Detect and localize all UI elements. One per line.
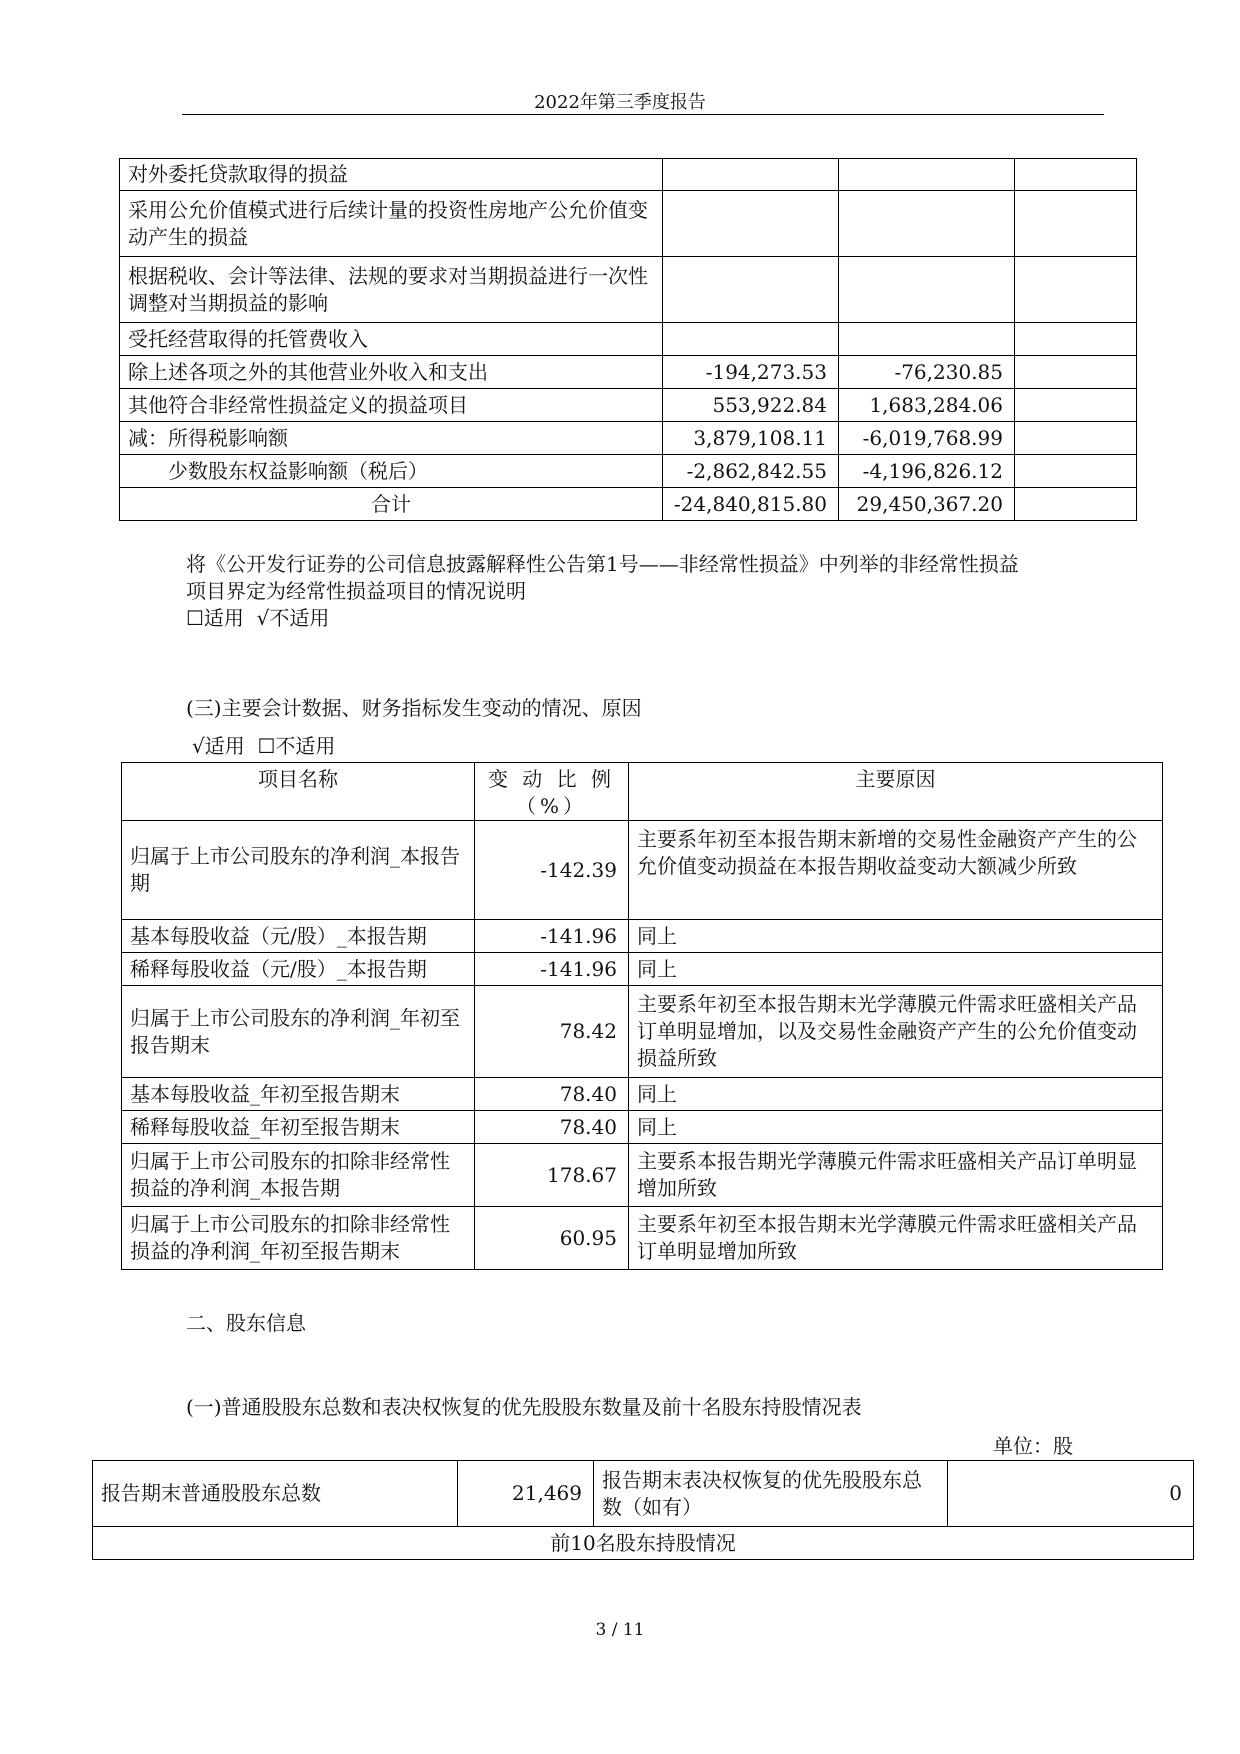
note-cell [1015, 389, 1137, 422]
page-number: 3 / 11 [595, 1620, 645, 1640]
item-name: 少数股东权益影响额（税后） [120, 455, 663, 488]
item-name: 合计 [120, 488, 663, 521]
reclassification-note-line1: 将《公开发行证券的公司信息披露解释性公告第1号——非经常性损益》中列举的非经常性损益 [186, 552, 1019, 576]
note-cell [1015, 455, 1137, 488]
table-row [122, 1144, 1163, 1207]
table-row [120, 191, 1137, 257]
total-common-shareholders-label: 报告期末普通股股东总数 [93, 1461, 458, 1527]
total-common-shareholders-value: 21,469 [458, 1461, 594, 1527]
table-row-total [120, 488, 1137, 521]
item-name: 基本每股收益（元/股）_本报告期 [122, 920, 475, 953]
table-row [122, 986, 1163, 1078]
unit-label: 单位：股 [993, 1434, 1073, 1458]
ytd-value: -6,019,768.99 [839, 422, 1015, 455]
change-ratio: 178.67 [475, 1144, 629, 1207]
table-row [122, 953, 1163, 986]
section-3-title: (三)主要会计数据、财务指标发生变动的情况、原因 [186, 696, 642, 720]
current-period-value [663, 257, 839, 323]
item-name: 基本每股收益_年初至报告期末 [122, 1078, 475, 1111]
ytd-value [839, 257, 1015, 323]
note-cell [1015, 257, 1137, 323]
item-name: 减：所得税影响额 [120, 422, 663, 455]
table-row [122, 920, 1163, 953]
table-row [122, 1111, 1163, 1144]
table-row [122, 1207, 1163, 1270]
table-row [93, 1461, 1194, 1527]
table-row [120, 257, 1137, 323]
current-period-value: -194,273.53 [663, 356, 839, 389]
table-row [122, 1078, 1163, 1111]
item-name: 归属于上市公司股东的扣除非经常性损益的净利润_本报告期 [122, 1144, 475, 1207]
current-period-value: 3,879,108.11 [663, 422, 839, 455]
note-cell [1015, 488, 1137, 521]
table-header-row [122, 763, 1163, 821]
preferred-shareholders-value: 0 [948, 1461, 1194, 1527]
change-ratio: -141.96 [475, 953, 629, 986]
header-main-reason: 主要原因 [629, 763, 1163, 821]
table-row [122, 821, 1163, 920]
table-row [120, 159, 1137, 191]
section-2-1-title: (一)普通股股东总数和表决权恢复的优先股股东数量及前十名股东持股情况表 [186, 1395, 862, 1419]
table-row [120, 455, 1137, 488]
table-subheader-row [93, 1527, 1194, 1560]
item-name: 对外委托贷款取得的损益 [120, 159, 663, 191]
table-row [120, 356, 1137, 389]
ytd-value: -76,230.85 [839, 356, 1015, 389]
header-change-ratio: 变 动 比 例（%） [475, 763, 629, 821]
item-name: 其他符合非经常性损益定义的损益项目 [120, 389, 663, 422]
change-ratio: 60.95 [475, 1207, 629, 1270]
change-reason: 同上 [629, 920, 1163, 953]
note-cell [1015, 191, 1137, 257]
shareholder-summary-table [92, 1460, 1194, 1560]
change-reason: 主要系年初至本报告期末新增的交易性金融资产产生的公允价值变动损益在本报告期收益变动大额减少所致 [629, 821, 1163, 920]
current-period-value [663, 191, 839, 257]
header-divider [182, 114, 1104, 115]
section-3-applicability: √适用 ☐不适用 [192, 734, 336, 758]
change-reason: 主要系年初至本报告期末光学薄膜元件需求旺盛相关产品订单明显增加所致 [629, 1207, 1163, 1270]
top10-shareholders-heading: 前10名股东持股情况 [93, 1527, 1194, 1560]
change-reason: 同上 [629, 953, 1163, 986]
current-period-value: -24,840,815.80 [663, 488, 839, 521]
current-period-value [663, 323, 839, 356]
ytd-value [839, 323, 1015, 356]
item-name: 稀释每股收益_年初至报告期末 [122, 1111, 475, 1144]
ytd-value [839, 191, 1015, 257]
current-period-value [663, 159, 839, 191]
change-reason: 同上 [629, 1078, 1163, 1111]
note-cell [1015, 356, 1137, 389]
item-name: 归属于上市公司股东的净利润_本报告期 [122, 821, 475, 920]
item-name: 除上述各项之外的其他营业外收入和支出 [120, 356, 663, 389]
section-2-title: 二、股东信息 [186, 1311, 306, 1335]
item-name: 采用公允价值模式进行后续计量的投资性房地产公允价值变动产生的损益 [120, 191, 663, 257]
current-period-value: 553,922.84 [663, 389, 839, 422]
item-name: 归属于上市公司股东的净利润_年初至报告期末 [122, 986, 475, 1078]
table-row [120, 422, 1137, 455]
item-name: 归属于上市公司股东的扣除非经常性损益的净利润_年初至报告期末 [122, 1207, 475, 1270]
table-row [120, 323, 1137, 356]
change-ratio: 78.40 [475, 1111, 629, 1144]
note-cell [1015, 422, 1137, 455]
item-name: 根据税收、会计等法律、法规的要求对当期损益进行一次性调整对当期损益的影响 [120, 257, 663, 323]
preferred-shareholders-label: 报告期末表决权恢复的优先股股东总数（如有） [594, 1461, 948, 1527]
item-name: 受托经营取得的托管费收入 [120, 323, 663, 356]
nonrecurring-items-table [119, 158, 1137, 521]
financial-changes-table [121, 762, 1163, 1270]
ytd-value: -4,196,826.12 [839, 455, 1015, 488]
ytd-value: 29,450,367.20 [839, 488, 1015, 521]
current-period-value: -2,862,842.55 [663, 455, 839, 488]
ytd-value: 1,683,284.06 [839, 389, 1015, 422]
note-cell [1015, 159, 1137, 191]
change-ratio: -142.39 [475, 821, 629, 920]
table-row [120, 389, 1137, 422]
note-cell [1015, 323, 1137, 356]
reclassification-note-line2: 项目界定为经常性损益项目的情况说明 [186, 579, 526, 603]
change-ratio: 78.42 [475, 986, 629, 1078]
reclassification-applicability: ☐适用 √不适用 [186, 606, 330, 630]
page-header-title: 2022年第三季度报告 [534, 92, 706, 113]
change-reason: 主要系本报告期光学薄膜元件需求旺盛相关产品订单明显增加所致 [629, 1144, 1163, 1207]
change-ratio: -141.96 [475, 920, 629, 953]
item-name: 稀释每股收益（元/股）_本报告期 [122, 953, 475, 986]
change-reason: 同上 [629, 1111, 1163, 1144]
header-item-name: 项目名称 [122, 763, 475, 821]
change-ratio: 78.40 [475, 1078, 629, 1111]
ytd-value [839, 159, 1015, 191]
change-reason: 主要系年初至本报告期末光学薄膜元件需求旺盛相关产品订单明显增加，以及交易性金融资产产生的公允价值变动损益所致 [629, 986, 1163, 1078]
